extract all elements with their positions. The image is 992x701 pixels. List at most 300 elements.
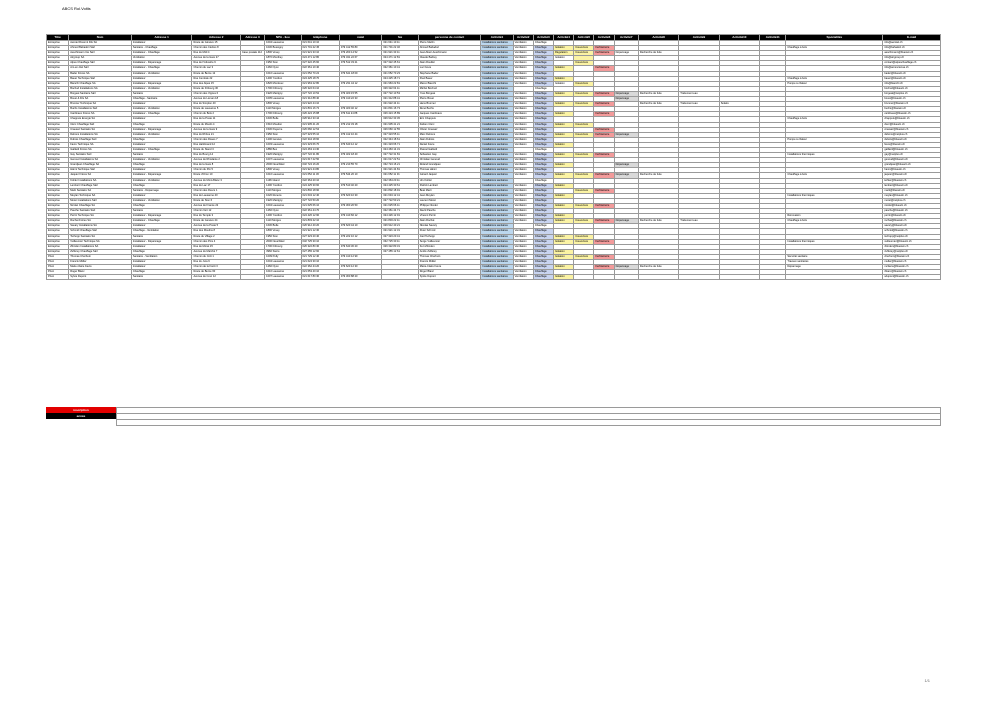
table-cell[interactable]: 026 322 80 30 xyxy=(301,244,339,249)
table-cell[interactable]: Chemin des Cèdres 8 xyxy=(192,46,240,51)
column-header[interactable]: Activité9 xyxy=(679,35,719,41)
table-cell[interactable]: Installations thermiques xyxy=(786,239,883,244)
table-cell[interactable]: Michel Bochud xyxy=(418,86,481,91)
table-cell[interactable]: aeschimann@bluewin.ch xyxy=(883,51,941,56)
table-cell[interactable]: Chauffage xyxy=(533,198,553,203)
table-cell[interactable]: Ventilation xyxy=(513,188,533,193)
table-cell[interactable]: kohler@bluewin.ch xyxy=(883,178,941,183)
table-cell[interactable]: Couverture xyxy=(574,122,594,127)
table-cell[interactable]: 1400 Yverdon xyxy=(265,214,301,219)
table-cell[interactable]: Entreprise xyxy=(47,209,69,214)
table-cell[interactable]: Entreprise xyxy=(47,112,69,117)
table-cell[interactable]: Entreprise xyxy=(47,102,69,107)
table-cell[interactable]: Dépannage xyxy=(614,173,638,178)
table-cell[interactable]: 1700 Fribourg xyxy=(265,112,301,117)
table-cell[interactable]: Rue Haldimand 12 xyxy=(192,142,240,147)
table-cell[interactable]: 079 410 66 12 xyxy=(339,214,381,219)
table-cell[interactable]: Installations sanitaires xyxy=(481,153,513,158)
table-cell[interactable]: 1950 Sion xyxy=(265,132,301,137)
table-cell[interactable]: 1030 Bussigny xyxy=(265,46,301,51)
table-cell[interactable]: Rue du Simplon 40 xyxy=(192,102,240,107)
table-cell[interactable]: Couverture xyxy=(574,204,594,209)
table-cell[interactable]: meylan@bluewin.ch xyxy=(883,193,941,198)
table-cell[interactable]: Ferblanterie xyxy=(594,46,614,51)
table-cell[interactable]: 021 963 22 80 xyxy=(301,81,339,86)
table-cell[interactable]: Dépannage xyxy=(614,97,638,102)
table-cell[interactable]: Installations thermiques xyxy=(786,193,883,198)
table-cell[interactable]: 021 905 41 21 xyxy=(382,122,418,127)
table-cell[interactable]: 027 322 45 61 xyxy=(382,61,418,66)
table-cell[interactable]: Entreprise xyxy=(47,178,69,183)
table-cell[interactable]: Dépannage xyxy=(614,163,638,168)
column-header[interactable]: Spécialités xyxy=(786,35,883,41)
table-cell[interactable]: Arc-en-Ciel Sàrl xyxy=(69,66,132,71)
table-cell[interactable]: 1004 Lausanne xyxy=(265,260,301,265)
table-cell[interactable]: mcfavre@bluewin.ch xyxy=(883,265,941,270)
table-cell[interactable]: 024 426 12 90 xyxy=(301,214,339,219)
table-cell[interactable]: 079 640 30 20 xyxy=(339,244,381,249)
table-cell[interactable]: Chemin des Fleurs 1 xyxy=(192,188,240,193)
table-cell[interactable] xyxy=(638,275,678,280)
table-cell[interactable]: Moret Installations Sàrl xyxy=(69,198,132,203)
table-cell[interactable]: 1007 Lausanne xyxy=(265,158,301,163)
table-cell[interactable]: Sanitaire xyxy=(131,234,192,239)
table-cell[interactable]: Alain Rochat xyxy=(418,219,481,224)
table-cell[interactable]: Ventilation xyxy=(513,137,533,142)
table-cell[interactable]: Ventilation xyxy=(513,168,533,173)
table-cell[interactable]: Route de Sion 6 xyxy=(192,198,240,203)
table-cell[interactable]: Chauffage xyxy=(533,168,553,173)
table-cell[interactable]: Jean Meylan xyxy=(418,193,481,198)
table-cell[interactable]: Ventilation xyxy=(513,219,533,224)
table-cell[interactable]: Ventilation xyxy=(513,183,533,188)
table-cell[interactable]: Rochat Frères SA xyxy=(69,219,132,224)
table-cell[interactable]: Isolation xyxy=(554,102,574,107)
table-cell[interactable]: dubois@bluewin.ch xyxy=(883,137,941,142)
column-header[interactable]: Activité3 xyxy=(533,35,553,41)
table-cell[interactable]: Favre Technique SA xyxy=(69,142,132,147)
table-cell[interactable]: 026 912 33 44 xyxy=(301,117,339,122)
table-cell[interactable]: 079 412 55 80 xyxy=(339,46,381,51)
table-cell[interactable]: Installations sanitaires xyxy=(481,86,513,91)
table-cell[interactable]: Installateur - Dépannage xyxy=(131,127,192,132)
table-cell[interactable]: Entreprise xyxy=(47,193,69,198)
table-cell[interactable]: 021 802 18 91 xyxy=(382,188,418,193)
table-cell[interactable]: Chauffage xyxy=(533,153,553,158)
table-cell[interactable]: Couverture xyxy=(574,234,594,239)
table-cell[interactable]: Avenue du Léman 18 xyxy=(192,97,240,102)
table-cell[interactable]: Route de Genève 44 xyxy=(192,219,240,224)
table-cell[interactable]: Avenue de France 22 xyxy=(192,204,240,209)
table-cell[interactable]: lambert@bluewin.ch xyxy=(883,183,941,188)
table-cell[interactable]: 079 410 22 33 xyxy=(339,97,381,102)
table-cell[interactable]: Chauffage xyxy=(533,249,553,254)
table-cell[interactable]: Chauffage xyxy=(533,76,553,81)
table-cell[interactable]: Installations sanitaires xyxy=(481,51,513,56)
column-header[interactable]: NPA - lieu xyxy=(265,35,301,41)
table-cell[interactable]: Avenue de Cour 12 xyxy=(192,275,240,280)
table-cell[interactable]: Avenue de Rhodanie 2 xyxy=(192,158,240,163)
table-cell[interactable]: info@aerotel.ch xyxy=(883,41,941,46)
table-cell[interactable]: Installations sanitaires xyxy=(481,275,513,280)
table-cell[interactable]: Installateur - Ventilation xyxy=(131,132,192,137)
table-cell[interactable]: Sanitaire xyxy=(131,153,192,158)
table-cell[interactable]: savary@bluewin.ch xyxy=(883,224,941,229)
table-cell[interactable]: Ventilation xyxy=(513,153,533,158)
table-cell[interactable]: Traitement eau xyxy=(679,91,719,96)
table-cell[interactable]: info@bianchi.ch xyxy=(883,81,941,86)
table-row[interactable] xyxy=(47,275,941,280)
table-cell[interactable]: Kurt Zbinden xyxy=(418,244,481,249)
table-cell[interactable]: Recherche de fuite xyxy=(638,219,678,224)
table-cell[interactable]: Rue de la Poste 11 xyxy=(192,117,240,122)
table-cell[interactable]: Grandjean Chauffage SA xyxy=(69,163,132,168)
table-cell[interactable]: Case postale 112 xyxy=(240,51,264,56)
table-cell[interactable]: Rénovation xyxy=(786,214,883,219)
table-cell[interactable]: 079 512 33 21 xyxy=(339,61,381,66)
table-cell[interactable]: Ventilation xyxy=(513,71,533,76)
table-cell[interactable]: Route du Village 2 xyxy=(192,234,240,239)
table-cell[interactable]: Ventilation xyxy=(513,209,533,214)
table-cell[interactable] xyxy=(786,275,883,280)
table-cell[interactable]: Brunner Technique SA xyxy=(69,102,132,107)
table-cell[interactable]: Ferblanterie xyxy=(594,188,614,193)
table-cell[interactable]: Rue du Bourg 14 xyxy=(192,153,240,158)
table-cell[interactable]: Bianchi Chauffage SA xyxy=(69,81,132,86)
table-cell[interactable]: Entreprise xyxy=(47,66,69,71)
table-cell[interactable]: Ventilation xyxy=(513,66,533,71)
table-cell[interactable]: Chauffage xyxy=(533,142,553,147)
table-cell[interactable]: 021 701 22 46 xyxy=(382,46,418,51)
table-cell[interactable]: Ventilation xyxy=(513,244,533,249)
table-cell[interactable]: 032 724 16 20 xyxy=(301,163,339,168)
table-cell[interactable]: 079 320 40 12 xyxy=(339,107,381,112)
table-cell[interactable]: 024 425 30 61 xyxy=(382,183,418,188)
table-cell[interactable]: 026 322 64 10 xyxy=(301,86,339,91)
table-cell[interactable]: 021 921 12 30 xyxy=(301,229,339,234)
table-cell[interactable]: Sylvie Dupont xyxy=(69,275,132,280)
table-cell[interactable]: 021 921 33 10 xyxy=(301,51,339,56)
table-cell[interactable]: Jean-Marc Aeschimann xyxy=(418,51,481,56)
table-cell[interactable]: 021 323 66 71 xyxy=(382,142,418,147)
table-cell[interactable]: Zbinden Installations SA xyxy=(69,244,132,249)
table-cell[interactable]: Chauffage xyxy=(533,61,553,66)
table-cell[interactable]: 022 344 18 61 xyxy=(382,137,418,142)
table-cell[interactable]: Chemin Vert 12 xyxy=(192,209,240,214)
table-cell[interactable]: Chemin des Vignes 6 xyxy=(192,91,240,96)
table-cell[interactable]: Couverture xyxy=(574,254,594,259)
table-cell[interactable]: Installations thermiques xyxy=(786,153,883,158)
table-cell[interactable]: Chauffage xyxy=(131,183,192,188)
table-cell[interactable]: Yves Borgeat xyxy=(418,91,481,96)
table-cell[interactable]: Chemin des Roses 7 xyxy=(192,137,240,142)
table-cell[interactable] xyxy=(614,275,638,280)
table-cell[interactable]: Installations sanitaires xyxy=(481,188,513,193)
table-cell[interactable]: Installateur xyxy=(131,193,192,198)
table-cell[interactable]: Privé xyxy=(47,254,69,259)
table-cell[interactable]: Dépannage xyxy=(614,265,638,270)
table-cell[interactable]: Installations sanitaires xyxy=(481,173,513,178)
table-cell[interactable]: Ventilation xyxy=(513,173,533,178)
table-cell[interactable]: Ventilation xyxy=(513,41,533,46)
table-cell[interactable]: Ventilation xyxy=(513,270,533,275)
table-cell[interactable]: 021 921 33 11 xyxy=(382,51,418,56)
table-cell[interactable]: Installations sanitaires xyxy=(481,204,513,209)
table-cell[interactable]: 027 722 50 21 xyxy=(382,198,418,203)
table-cell[interactable]: Christian Genoud xyxy=(418,158,481,163)
table-cell[interactable]: Roger Blanc xyxy=(418,270,481,275)
table-cell[interactable]: Entreprise xyxy=(47,56,69,61)
table-cell[interactable]: Urs Kohler xyxy=(418,178,481,183)
table-cell[interactable]: Installations sanitaires xyxy=(481,229,513,234)
table-cell[interactable]: Gérard Jaquier xyxy=(418,173,481,178)
table-cell[interactable]: 1700 Fribourg xyxy=(265,244,301,249)
table-cell[interactable]: Avenue de la Poste 5 xyxy=(192,224,240,229)
table-cell[interactable]: 1009 Pully xyxy=(265,254,301,259)
table-cell[interactable]: Installations sanitaires xyxy=(481,178,513,183)
table-cell[interactable]: 022 361 44 71 xyxy=(382,209,418,214)
table-cell[interactable]: Ventilation xyxy=(513,260,533,265)
table-cell[interactable]: Entreprise xyxy=(47,107,69,112)
table-cell[interactable]: Chauffage xyxy=(533,183,553,188)
table-cell[interactable]: Entreprise xyxy=(47,127,69,132)
table-cell[interactable]: 1800 Vevey xyxy=(265,102,301,107)
table-cell[interactable]: 021 625 66 11 xyxy=(382,204,418,209)
table-cell[interactable]: Rue des Alpes 15 xyxy=(192,81,240,86)
table-cell[interactable]: 021 921 12 31 xyxy=(382,229,418,234)
table-cell[interactable]: Entreprise xyxy=(47,147,69,152)
table-cell[interactable]: Dépannage xyxy=(614,219,638,224)
table-cell[interactable]: Claude Barbey xyxy=(418,56,481,61)
table-cell[interactable]: info@arcenciel-sa.ch xyxy=(883,66,941,71)
table-cell[interactable]: Ventilation xyxy=(513,163,533,168)
table-cell[interactable]: Entreprise xyxy=(47,219,69,224)
table-cell[interactable]: Hans Brunner xyxy=(418,102,481,107)
table-cell[interactable]: Ventilation xyxy=(513,234,533,239)
table-cell[interactable]: 079 620 12 30 xyxy=(339,265,381,270)
table-cell[interactable]: Chauffage xyxy=(533,188,553,193)
table-cell[interactable]: Installateur xyxy=(131,265,192,270)
table-cell[interactable]: Entreprise xyxy=(47,132,69,137)
table-cell[interactable]: 021 617 22 50 xyxy=(301,158,339,163)
table-cell[interactable]: 1020 Renens xyxy=(265,193,301,198)
table-cell[interactable]: Chauffage xyxy=(131,204,192,209)
table-cell[interactable]: Traitement eau xyxy=(679,102,719,107)
column-header[interactable]: Activité11 xyxy=(760,35,786,41)
table-cell[interactable]: 079 210 55 70 xyxy=(339,163,381,168)
table-cell[interactable]: jaquier@bluewin.ch xyxy=(883,173,941,178)
table-cell[interactable]: 024 463 14 30 xyxy=(301,147,339,152)
table-cell[interactable]: Nicolet Chauffage SA xyxy=(69,204,132,209)
table-cell[interactable]: Chauffage xyxy=(533,270,553,275)
table-cell[interactable]: Ahmed Bahadori Sàrl xyxy=(69,46,132,51)
column-header[interactable]: Adresse 3 xyxy=(240,35,264,41)
table-cell[interactable]: Route du Stand 3 xyxy=(192,147,240,152)
table-cell[interactable]: Pierre Marlin xyxy=(418,41,481,46)
table-cell[interactable]: André Zufferey xyxy=(418,249,481,254)
table-cell[interactable]: info@bahadori.ch xyxy=(883,46,941,51)
table-cell[interactable]: Isolation xyxy=(554,249,574,254)
table-cell[interactable]: Thomas Cherbuin xyxy=(418,254,481,259)
table-cell[interactable]: Installateur xyxy=(131,117,192,122)
table-cell[interactable]: cardinaux@bluewin.ch xyxy=(883,112,941,117)
table-cell[interactable]: Ventilation xyxy=(513,254,533,259)
table-cell[interactable]: Ventilation xyxy=(513,112,533,117)
table-cell[interactable]: Sanitaire - Chauffage xyxy=(131,46,192,51)
table-cell[interactable]: Isolation xyxy=(554,66,574,71)
table-cell[interactable]: contact@alpeschauffage.ch xyxy=(883,61,941,66)
table-cell[interactable]: Rue de Lausanne 40 xyxy=(192,193,240,198)
table-cell[interactable]: Ventilation xyxy=(513,76,533,81)
table-cell[interactable]: 022 361 10 41 xyxy=(382,66,418,71)
table-cell[interactable]: 032 725 30 10 xyxy=(301,239,339,244)
table-cell[interactable]: 027 722 50 20 xyxy=(301,198,339,203)
table-cell[interactable]: perrin@bluewin.ch xyxy=(883,214,941,219)
table-cell[interactable]: Isolation xyxy=(554,142,574,147)
table-cell[interactable]: Schmid Chauffage Sàrl xyxy=(69,229,132,234)
table-cell[interactable]: Installations sanitaires xyxy=(481,142,513,147)
table-cell[interactable]: Isolation xyxy=(554,46,574,51)
table-cell[interactable]: Chauffage xyxy=(533,122,553,127)
table-cell[interactable]: Marie-Claire Favre xyxy=(418,265,481,270)
table-cell[interactable]: Installations sanitaires xyxy=(481,239,513,244)
table-cell[interactable]: Alain Rouiller xyxy=(418,61,481,66)
table-cell[interactable]: clerc@bluewin.ch xyxy=(883,122,941,127)
table-cell[interactable]: info@airgroup.ch xyxy=(883,56,941,61)
table-cell[interactable]: Beat Marti xyxy=(418,188,481,193)
table-cell[interactable]: 022 361 10 40 xyxy=(301,66,339,71)
table-cell[interactable]: Route du Moulin 4 xyxy=(192,122,240,127)
table-cell[interactable]: Installateur - Ventilation xyxy=(131,178,192,183)
table-cell[interactable]: Savary Installations SA xyxy=(69,224,132,229)
table-cell[interactable]: Rue de l'Industrie 9 xyxy=(192,61,240,66)
table-cell[interactable]: 021 801 16 73 xyxy=(382,107,418,112)
table-cell[interactable]: 1010 Lausanne xyxy=(265,71,301,76)
table-cell[interactable]: Nicolas Savary xyxy=(418,224,481,229)
table-cell[interactable]: Route de Génève 15 xyxy=(192,41,240,46)
table-cell[interactable]: Couverture xyxy=(574,61,594,66)
table-cell[interactable]: Installations sanitaires xyxy=(481,183,513,188)
column-header[interactable]: Activité4 xyxy=(554,35,574,41)
column-header[interactable]: natel xyxy=(339,35,381,41)
table-cell[interactable]: nicolet@bluewin.ch xyxy=(883,204,941,209)
table-cell[interactable]: Ventilation xyxy=(513,275,533,280)
table-cell[interactable]: Marc Debons xyxy=(418,132,481,137)
table-cell[interactable]: bochud@bluewin.ch xyxy=(883,86,941,91)
table-cell[interactable]: Rue de la Gare 8 xyxy=(192,163,240,168)
table-cell[interactable]: Ventilation xyxy=(513,229,533,234)
table-cell[interactable]: 021 312 88 40 xyxy=(301,97,339,102)
table-cell[interactable]: Entreprise xyxy=(47,229,69,234)
table-cell[interactable]: Chauffage xyxy=(533,254,553,259)
table-cell[interactable]: genoud@bluewin.ch xyxy=(883,158,941,163)
table-cell[interactable]: Chauffage xyxy=(533,178,553,183)
table-cell[interactable]: Route de Berne 60 xyxy=(192,270,240,275)
table-cell[interactable]: Installateur - Ventilation xyxy=(131,158,192,163)
table-cell[interactable]: Isolation xyxy=(554,122,574,127)
table-cell[interactable]: Rue du Lac 17 xyxy=(192,183,240,188)
table-cell[interactable]: 079 611 24 88 xyxy=(339,112,381,117)
table-cell[interactable]: Sylvie Dupont xyxy=(418,275,481,280)
table-cell[interactable]: Chauffage xyxy=(533,81,553,86)
table-cell[interactable]: Installateur - Ventilation xyxy=(131,86,192,91)
table-cell[interactable]: Serge Vuilleumier xyxy=(418,239,481,244)
table-cell[interactable]: 1400 Yverdon xyxy=(265,183,301,188)
table-cell[interactable]: Installations sanitaires xyxy=(481,270,513,275)
table-cell[interactable]: Entreprise xyxy=(47,76,69,81)
table-cell[interactable]: 1920 Martigny xyxy=(265,198,301,203)
table-cell[interactable]: Chauffage xyxy=(533,229,553,234)
table-cell[interactable]: 022 361 44 70 xyxy=(301,209,339,214)
table-cell[interactable]: Marco Bianchi xyxy=(418,81,481,86)
table-cell[interactable]: 021 905 41 20 xyxy=(301,122,339,127)
table-cell[interactable]: Rue de Morat 15 xyxy=(192,244,240,249)
table-cell[interactable]: Chauffage xyxy=(533,204,553,209)
table-cell[interactable]: Hänni Technique Sàrl xyxy=(69,168,132,173)
table-cell[interactable]: 021 641 10 10 xyxy=(301,41,339,46)
table-cell[interactable]: 022 364 20 10 xyxy=(301,178,339,183)
table-cell[interactable]: Cardinaux Frères SA xyxy=(69,112,132,117)
table-cell[interactable]: Rue des Moulins 8 xyxy=(192,229,240,234)
table-cell[interactable]: Sanitaire - Ventilation xyxy=(131,254,192,259)
table-cell[interactable]: Installations sanitaires xyxy=(481,61,513,66)
table-cell[interactable]: Installateur - Dépannage xyxy=(131,239,192,244)
table-cell[interactable]: 1800 Vevey xyxy=(265,168,301,173)
column-header[interactable]: personne de contact xyxy=(418,35,481,41)
table-cell[interactable]: Installations sanitaires xyxy=(481,122,513,127)
table-cell[interactable]: zbinden@bluewin.ch xyxy=(883,244,941,249)
table-cell[interactable]: 027 455 12 60 xyxy=(301,249,339,254)
table-cell[interactable]: 021 801 16 72 xyxy=(301,107,339,112)
table-cell[interactable]: Chauffage à bois xyxy=(786,46,883,51)
table-cell[interactable]: 021 921 44 81 xyxy=(382,168,418,173)
table-cell[interactable]: Installateur xyxy=(131,76,192,81)
table-cell[interactable]: Ventilation xyxy=(513,122,533,127)
table-cell[interactable]: 021 617 22 51 xyxy=(382,158,418,163)
table-cell[interactable]: 1400 Yverdon xyxy=(265,76,301,81)
column-header[interactable]: Activité5 xyxy=(574,35,594,41)
table-cell[interactable]: 027 323 20 40 xyxy=(301,234,339,239)
table-cell[interactable]: Installations sanitaires xyxy=(481,163,513,168)
table-cell[interactable]: Chappuis Energie SA xyxy=(69,117,132,122)
table-cell[interactable]: 1110 Morges xyxy=(265,188,301,193)
table-cell[interactable]: favre@bluewin.ch xyxy=(883,142,941,147)
table-cell[interactable]: Installations sanitaires xyxy=(481,265,513,270)
table-cell[interactable]: 021 652 11 30 xyxy=(301,173,339,178)
table-cell[interactable]: Régulation xyxy=(554,51,574,56)
table-cell[interactable]: 1110 Morges xyxy=(265,107,301,112)
table-cell[interactable]: Rue du Midi 4 xyxy=(192,51,240,56)
table-cell[interactable]: 024 471 12 80 xyxy=(301,56,339,61)
table-cell[interactable]: Jaquier Frères SA xyxy=(69,173,132,178)
table-cell[interactable]: Chauffage xyxy=(533,41,553,46)
table-cell[interactable]: Sécurité sanitaire xyxy=(786,254,883,259)
table-cell[interactable]: rochat@bluewin.ch xyxy=(883,219,941,224)
table-cell[interactable]: Entreprise xyxy=(47,168,69,173)
table-cell[interactable]: Ferblanterie xyxy=(594,239,614,244)
table-cell[interactable]: Installations sanitaires xyxy=(481,168,513,173)
table-cell[interactable]: Buchs Installations Sàrl xyxy=(69,107,132,112)
table-cell[interactable]: Installations sanitaires xyxy=(481,137,513,142)
table-cell[interactable]: marti@bluewin.ch xyxy=(883,188,941,193)
table-cell[interactable]: Ferblanterie xyxy=(594,265,614,270)
column-header[interactable]: Activité7 xyxy=(614,35,638,41)
table-cell[interactable] xyxy=(382,275,418,280)
table-cell[interactable]: Chauffage xyxy=(533,56,553,61)
table-cell[interactable]: 021 312 88 41 xyxy=(382,97,418,102)
table-cell[interactable]: Isolation xyxy=(554,239,574,244)
table-cell[interactable]: Ferblanterie xyxy=(594,219,614,224)
